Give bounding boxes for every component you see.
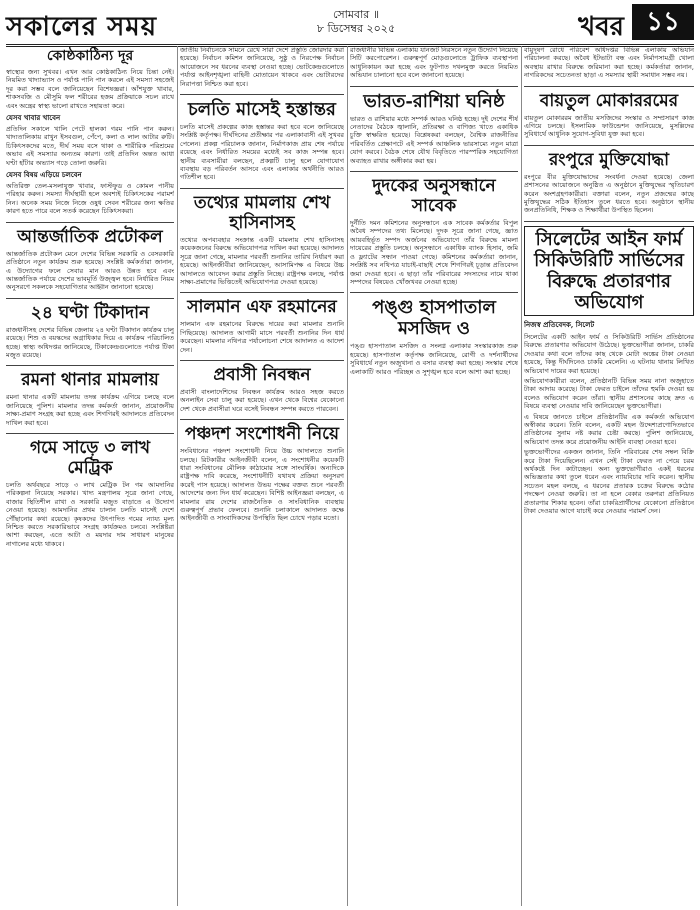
subheading: যেসব বিষয় এড়িয়ে চলবেন: [6, 170, 82, 180]
page-number: ১১: [632, 4, 694, 40]
paragraph: আন্তর্জাতিক প্রটোকল মেনে দেশের বিভিন্ন সরকারি ও বেসরকারি প্রতিষ্ঠানে নতুন কার্যক্রম শুরু হয়েছে। সংশ্লিষ্ট কর্মকর্তারা জানান, এ উদ্যোগের ফলে সেবার মান আরও উন্নত হবে এবং আন্তর্জাতিক পর্যায়ে দেশের ভাবমূর্তি উজ্জ্বল হবে। নির্ধারিত নিয়ম অনুসরণে সকলকে সহযোগিতার আহ্বান জানানো হয়েছে।: [6, 249, 174, 292]
paragraph: দুর্নীতি দমন কমিশনের অনুসন্ধানে এক সাবেক কর্মকর্তার বিপুল অবৈধ সম্পদের তথ্য মিলেছে। দুদক সূত্রে জানা গেছে, জ্ঞাত আয়বহির্ভূত সম্পদ অর্জনের অভিযোগে তাঁর বিরুদ্ধে মামলা দায়েরের প্রস্তুতি চলছে। অনুসন্ধানে একাধিক ব্যাংক হিসাব, জমি ও ফ্ল্যাটের সন্ধান পাওয়া গেছে। কমিশনের কর্মকর্তারা জানান, সংশ্লিষ্ট সব নথিপত্র যাচাই-বাছাই শেষে শিগগিরই চূড়ান্ত প্রতিবেদন জমা দেওয়া হবে। এ ছাড়া তাঁর পরিবারের সদস্যদের নামে থাকা সম্পদের বিষয়েও খোঁজখবর নেওয়া হচ্ছে।: [350, 219, 518, 286]
paragraph: অতিরিক্ত তেল-মসলাযুক্ত খাবার, ফাস্টফুড ও কোমল পানীয় পরিহার করুন। সমস্যা দীর্ঘস্থায়ী হলে অবশ্যই চিকিৎসকের পরামর্শ নিন। অনেক সময় নিজে নিজে ওষুধ সেবন শরীরের জন্য ক্ষতির কারণ হতে পারে বলে সতর্ক করেছেন চিকিৎসকরা।: [6, 182, 174, 216]
article-air-pollution: [524, 46, 694, 80]
paragraph: পঙ্গু হাসপাতাল মসজিদ ও সংলগ্ন এলাকার সংস্কারকাজ শুরু হয়েছে। হাসপাতাল কর্তৃপক্ষ জানিয়েছে, রোগী ও দর্শনার্থীদের সুবিধার্থে নতুন অজুখানা ও বসার ব্যবস্থা করা হচ্ছে। সংস্কার শেষে এলাকাটি আরও পরিচ্ছন্ন ও সুশৃঙ্খল হবে বলে আশা করা হচ্ছে।: [350, 342, 518, 376]
masthead: [6, 4, 694, 47]
headline: বায়তুল মোকাররমের: [539, 90, 679, 111]
headline: আন্তর্জাতিক প্রটোকল: [17, 226, 163, 247]
article-sylhet-fraud: [524, 226, 694, 516]
columns: [6, 46, 694, 906]
divider: [350, 171, 518, 172]
paragraph: বায়তুল মোকাররম জাতীয় মসজিদের সংস্কার ও সম্প্রসারণ কাজ এগিয়ে চলছে। ইসলামিক ফাউন্ডেশন জানিয়েছে, মুসল্লিদের সুবিধার্থে আধুনিক সুযোগ-সুবিধা যুক্ত করা হবে।: [524, 113, 694, 139]
divider: [180, 292, 344, 293]
headline: সিলেটের আইন ফার্ম সিকিউরিটি সার্ভিসের বিরুদ্ধে প্রতারণার অভিযোগ: [524, 226, 694, 316]
headline: দুদকের অনুসন্ধানে সাবেক: [372, 176, 496, 217]
dateline-day: সোমবার ॥: [332, 8, 380, 21]
newspaper-logo: সকালের সময়: [6, 12, 158, 42]
headline: গমে সাড়ে ৩ লাখ মেট্রিক: [29, 437, 151, 478]
article-pongu-hospital: [350, 297, 518, 376]
paragraph: রংপুরে বীর মুক্তিযোদ্ধাদের সংবর্ধনা দেওয়া হয়েছে। জেলা প্রশাসনের আয়োজনে অনুষ্ঠিত এ অনুষ্ঠানে মুক্তিযুদ্ধের স্মৃতিচারণ করেন অংশগ্রহণকারীরা। বক্তারা বলেন, নতুন প্রজন্মের কাছে মুক্তিযুদ্ধের সঠিক ইতিহাস তুলে ধরতে হবে। অনুষ্ঠানে স্থানীয় জনপ্রতিনিধি, শিক্ষক ও শিক্ষার্থীরা উপস্থিত ছিলেন।: [524, 172, 694, 215]
divider: [524, 221, 694, 222]
dateline-date: ৮ ডিসেম্বর ২০২৫: [316, 22, 396, 35]
headline: ২৪ ঘণ্টা টিকাদান: [30, 302, 150, 323]
article-traffic: [350, 46, 518, 80]
article-acc-investigation: [350, 176, 518, 286]
headline: পঙ্গু হাসপাতাল মসজিদ ও: [372, 297, 496, 340]
article-salman-case: [180, 297, 344, 354]
paragraph: প্রতিদিন সকালে খালি পেটে হালকা গরম পানি পান করুন। খাদ্যতালিকায় রাখুন ইসবগুল, পেঁপে, কলা ও লাল আটার রুটি। চিকিৎসকদের মতে, দীর্ঘ সময় বসে থাকা ও শারীরিক পরিশ্রমের অভাব এই সমস্যার অন্যতম কারণ। তাই প্রতিদিন অন্তত আধা ঘণ্টা হাঁটার অভ্যাস গড়ে তোলা জরুরি।: [6, 125, 174, 167]
column-2: [180, 46, 344, 906]
divider: [350, 292, 518, 293]
paragraph: সিলেটের একটি আইন ফার্ম ও সিকিউরিটি সার্ভিস প্রতিষ্ঠানের বিরুদ্ধে প্রতারণার অভিযোগ উঠেছে। ভুক্তভোগীরা জানান, চাকরি দেওয়ার কথা বলে তাঁদের কাছ থেকে মোটা অঙ্কের টাকা নেওয়া হয়েছে, কিন্তু দীর্ঘদিনেও চাকরি মেলেনি। এ ঘটনায় থানায় লিখিত অভিযোগ দায়ের করা হয়েছে।: [524, 332, 694, 375]
article-wheat-import: [6, 438, 174, 548]
article-handover: [180, 99, 344, 182]
divider: [524, 86, 694, 87]
divider: [6, 222, 174, 223]
column-divider: [521, 46, 522, 906]
article-protocol: [6, 227, 174, 292]
column-divider: [347, 46, 348, 906]
article-ramna-case: [6, 370, 174, 427]
headline: চলতি মাসেই হস্তান্তর: [188, 99, 336, 121]
paragraph: এ বিষয়ে জানতে চাইলে প্রতিষ্ঠানটির এক কর্মকর্তা অভিযোগ অস্বীকার করেন। তিনি বলেন, একটি মহল উদ্দেশ্যপ্রণোদিতভাবে প্রতিষ্ঠানের সুনাম নষ্ট করার চেষ্টা করছে। পুলিশ জানিয়েছে, অভিযোগ তদন্ত করে প্রয়োজনীয় আইনি ব্যবস্থা নেওয়া হবে।: [524, 412, 694, 446]
paragraph: রাজধানীর বিভিন্ন এলাকায় যানজট নিরসনে নতুন উদ্যোগ নিয়েছে সিটি করপোরেশন। গুরুত্বপূর্ণ মোড়গুলোতে ট্রাফিক ব্যবস্থাপনা আধুনিকায়ন করা হচ্ছে এবং ফুটপাত দখলমুক্ত করতে নিয়মিত অভিযান চালানো হবে বলে জানানো হয়েছে।: [350, 46, 518, 80]
paragraph: ভুক্তভোগীদের একজন জানান, তিনি পরিবারের শেষ সম্বল বিক্রি করে টাকা দিয়েছিলেন। এখন সেই টাকা ফেরত না পেয়ে চরম অর্থকষ্টে দিন কাটাচ্ছেন। অন্য ভুক্তভোগীরাও একই ধরনের অভিজ্ঞতার কথা তুলে ধরেন এবং ন্যায়বিচার দাবি করেন। স্থানীয় সচেতন মহল বলছে, এ ধরনের প্রতারক চক্রের বিরুদ্ধে কঠোর পদক্ষেপ নেওয়া জরুরি। তা না হলে বেকার তরুণরা প্রতিনিয়ত প্রতারণার শিকার হবেন। তাঁরা চাকরিপ্রার্থীদের যেকোনো প্রতিষ্ঠানে টাকা দেওয়ার আগে যাচাই করে নেওয়ার পরামর্শ দেন।: [524, 448, 694, 515]
article-election: [180, 46, 344, 88]
column-3: [350, 46, 518, 906]
divider: [180, 188, 344, 189]
article-vaccination: [6, 303, 174, 360]
divider: [180, 360, 344, 361]
article-india-russia: [350, 91, 518, 165]
section-name: খবর: [578, 12, 624, 42]
headline: রংপুরে মুক্তিযোদ্ধা: [548, 149, 670, 170]
headline: তথ্যের মামলায় শেখ হাসিনাসহ: [193, 192, 331, 233]
article-constipation: [6, 48, 174, 216]
paragraph: সালমান এফ রহমানের বিরুদ্ধে দায়ের করা মামলার শুনানি পিছিয়েছে। আদালত আগামী মাসে পরবর্তী শুনানির দিন ধার্য করেছেন। মামলার নথিপত্র পর্যালোচনা শেষে আদালত এ আদেশ দেন।: [180, 320, 344, 354]
paragraph: চলতি অর্থবছরে সাড়ে ৩ লাখ মেট্রিক টন গম আমদানির পরিকল্পনা নিয়েছে সরকার। খাদ্য মন্ত্রণালয় সূত্রে জানা গেছে, বাজার স্থিতিশীল রাখা ও সরকারি মজুত বাড়াতে এ উদ্যোগ নেওয়া হয়েছে। আমদানির প্রথম চালান চলতি মাসেই দেশে পৌঁছানোর কথা রয়েছে। কৃষকদের উৎপাদিত গমের ন্যায্য মূল্য নিশ্চিত করতে সরকারিভাবে সংগ্রহ কার্যক্রমও চলবে। সংশ্লিষ্টরা আশা করছেন, এতে আটা ও ময়দার দাম সাধারণ মানুষের নাগালের মধ্যে থাকবে।: [6, 480, 174, 548]
headline: পঞ্চদশ সংশোধনী নিয়ে: [185, 424, 339, 445]
divider: [180, 419, 344, 420]
paragraph: প্রবাসী বাংলাদেশিদের নিবন্ধন কার্যক্রম আরও সহজ করতে অনলাইন সেবা চালু করা হয়েছে। এখন থেকে বিশ্বের যেকোনো দেশ থেকে প্রবাসীরা ঘরে বসেই নিবন্ধন সম্পন্ন করতে পারবেন।: [180, 387, 344, 413]
divider: [350, 86, 518, 87]
divider: [524, 145, 694, 146]
paragraph: ভারত ও রাশিয়ার মধ্যে সম্পর্ক আরও ঘনিষ্ঠ হচ্ছে। দুই দেশের শীর্ষ নেতাদের বৈঠকে জ্বালানি, প্রতিরক্ষা ও বাণিজ্য খাতে একাধিক চুক্তি স্বাক্ষরিত হয়েছে। বিশ্লেষকরা বলছেন, বৈশ্বিক রাজনীতির পরিবর্তিত প্রেক্ষাপটে এই সম্পর্ক আঞ্চলিক ভারসাম্যে নতুন মাত্রা যোগ করবে। বৈঠক শেষে যৌথ বিবৃতিতে পারস্পরিক সহযোগিতা অব্যাহত রাখার অঙ্গীকার করা হয়।: [350, 114, 518, 165]
article-fifteenth-amendment: [180, 424, 344, 523]
paragraph: রমনা থানার একটি মামলায় তদন্ত কার্যক্রম এগিয়ে চলছে বলে জানিয়েছে পুলিশ। মামলার তদন্ত কর্মকর্তা জানান, প্রয়োজনীয় সাক্ষ্য-প্রমাণ সংগ্রহ করা হচ্ছে এবং শিগগিরই আদালতে প্রতিবেদন দাখিল করা হবে।: [6, 393, 174, 427]
headline: প্রবাসী নিবন্ধন: [213, 364, 311, 385]
paragraph: বায়ুদূষণ রোধে পরিবেশ অধিদপ্তর বিভিন্ন এলাকায় অভিযান পরিচালনা করছে। অবৈধ ইটভাটা বন্ধ এবং নির্মাণসামগ্রী খোলা অবস্থায় রাখার বিরুদ্ধে জরিমানা করা হচ্ছে। কর্মকর্তারা জানান, নাগরিকদের সচেতনতা ছাড়া এ সমস্যার স্থায়ী সমাধান সম্ভব নয়।: [524, 46, 694, 80]
article-hasina-case: [180, 193, 344, 286]
paragraph: চলতি মাসেই প্রকল্পের কাজ হস্তান্তর করা হবে বলে জানিয়েছে সংশ্লিষ্ট কর্তৃপক্ষ। দীর্ঘদিনের প্রতীক্ষার পর এলাকাবাসী এই সুখবর পেলেন। প্রকল্প পরিচালক জানান, নির্মাণকাজ প্রায় শেষ পর্যায়ে রয়েছে এবং নির্ধারিত সময়ের মধ্যেই সব কাজ সম্পন্ন হবে। স্থানীয় ব্যবসায়ীরা বলছেন, প্রকল্পটি চালু হলে যোগাযোগ ব্যবস্থায় বড় পরিবর্তন আসবে এবং এলাকার অর্থনীতি আরও গতিশীল হবে।: [180, 123, 344, 182]
dateline: [256, 8, 456, 36]
paragraph: অভিযোগকারীরা বলেন, প্রতিষ্ঠানটি বিভিন্ন সময় নানা অজুহাতে টাকা আদায় করেছে। টাকা ফেরত চাইলে তাঁদের হুমকি দেওয়া হয় বলেও অভিযোগ করেন তাঁরা। স্থানীয় প্রশাসনের কাছে দ্রুত এ বিষয়ে ব্যবস্থা নেওয়ার দাবি জানিয়েছেন ভুক্তভোগীরা।: [524, 376, 694, 411]
headline: রমনা থানার মামলায়: [21, 370, 159, 391]
paragraph: স্বাস্থ্যের জন্য সুখবর। এখন আর কোষ্ঠকাঠিন্য নিয়ে চিন্তা নেই। নিয়মিত খাদ্যাভ্যাস ও পর্যাপ্ত পানি পান করলে এই সমস্যা সহজেই দূর করা সম্ভব বলে জানিয়েছেন বিশেষজ্ঞরা। আঁশযুক্ত খাবার, শাকসবজি ও মৌসুমি ফল শরীরের হজম প্রক্রিয়াকে সচল রাখে এবং অন্ত্রের স্বাস্থ্য ভালো রাখতে সহায়তা করে।: [6, 68, 174, 110]
article-rangpur-freedom-fighter: [524, 150, 694, 215]
article-expat-registration: [180, 365, 344, 413]
subheading: যেসব খাবার খাবেন: [6, 113, 61, 123]
article-baitul-mukarram: [524, 91, 694, 139]
paragraph: তথ্যের অপব্যবহার সংক্রান্ত একটি মামলায় শেখ হাসিনাসহ কয়েকজনের বিরুদ্ধে অভিযোগপত্র দাখিল করা হয়েছে। আদালত সূত্রে জানা গেছে, মামলার পরবর্তী শুনানির তারিখ নির্ধারণ করা হয়েছে। আইনজীবীরা জানিয়েছেন, আসামিপক্ষ এ বিষয়ে উচ্চ আদালতে আবেদন করার প্রস্তুতি নিচ্ছে। রাষ্ট্রপক্ষ বলছে, পর্যাপ্ত সাক্ষ্য-প্রমাণের ভিত্তিতেই অভিযোগপত্র দেওয়া হয়েছে।: [180, 235, 344, 286]
divider: [6, 298, 174, 299]
column-divider: [177, 46, 178, 906]
paragraph: জাতীয় নির্বাচনকে সামনে রেখে সারা দেশে প্রস্তুতি জোরদার করা হয়েছে। নির্বাচন কমিশন জানিয়েছে, সুষ্ঠু ও নিরপেক্ষ নির্বাচন আয়োজনে সব ধরনের ব্যবস্থা নেওয়া হচ্ছে। ভোটকেন্দ্রগুলোতে পর্যাপ্ত আইনশৃঙ্খলা বাহিনী মোতায়েন থাকবে এবং ভোটারদের নিরাপত্তা নিশ্চিত করা হবে।: [180, 46, 344, 88]
divider: [6, 365, 174, 366]
divider: [180, 94, 344, 95]
headline: ভারত-রাশিয়া ঘনিষ্ঠ: [363, 90, 505, 112]
paragraph: সংবিধানের পঞ্চদশ সংশোধনী নিয়ে উচ্চ আদালতে শুনানি চলছে। রিটকারীর আইনজীবী বলেন, এ সংশোধনীর কয়েকটি ধারা সংবিধানের মৌলিক কাঠামোর সঙ্গে সাংঘর্ষিক। অন্যদিকে রাষ্ট্রপক্ষ দাবি করেছে, সংশোধনীটি যথাযথ প্রক্রিয়া অনুসরণ করেই পাস হয়েছে। আদালত উভয় পক্ষের বক্তব্য শুনে পরবর্তী আদেশের জন্য দিন ধার্য করেছেন। বিশিষ্ট আইনজ্ঞরা বলছেন, এ মামলার রায় দেশের রাজনৈতিক ও সাংবিধানিক ব্যবস্থায় গুরুত্বপূর্ণ প্রভাব ফেলবে। শুনানি চলাকালে আদালত কক্ষে আইনজীবী ও সাংবাদিকদের উপস্থিতি ছিল চোখে পড়ার মতো।: [180, 447, 344, 523]
column-1: [6, 46, 174, 906]
headline: সালমান এফ রহমানের: [187, 297, 337, 318]
column-4: [524, 46, 694, 906]
paragraph: রাজধানীসহ দেশের বিভিন্ন জেলায় ২৪ ঘণ্টা টিকাদান কার্যক্রম চালু রয়েছে। শিশু ও বয়স্কদের অগ্রাধিকার দিয়ে এ কার্যক্রম পরিচালিত হচ্ছে। স্বাস্থ্য অধিদপ্তর জানিয়েছে, টিকাকেন্দ্রগুলোতে পর্যাপ্ত টিকা মজুত রয়েছে।: [6, 325, 174, 359]
divider: [6, 433, 174, 434]
headline: কোষ্ঠকাঠিন্য দূর: [46, 48, 134, 64]
byline: নিজস্ব প্রতিবেদক, সিলেট: [524, 319, 595, 329]
